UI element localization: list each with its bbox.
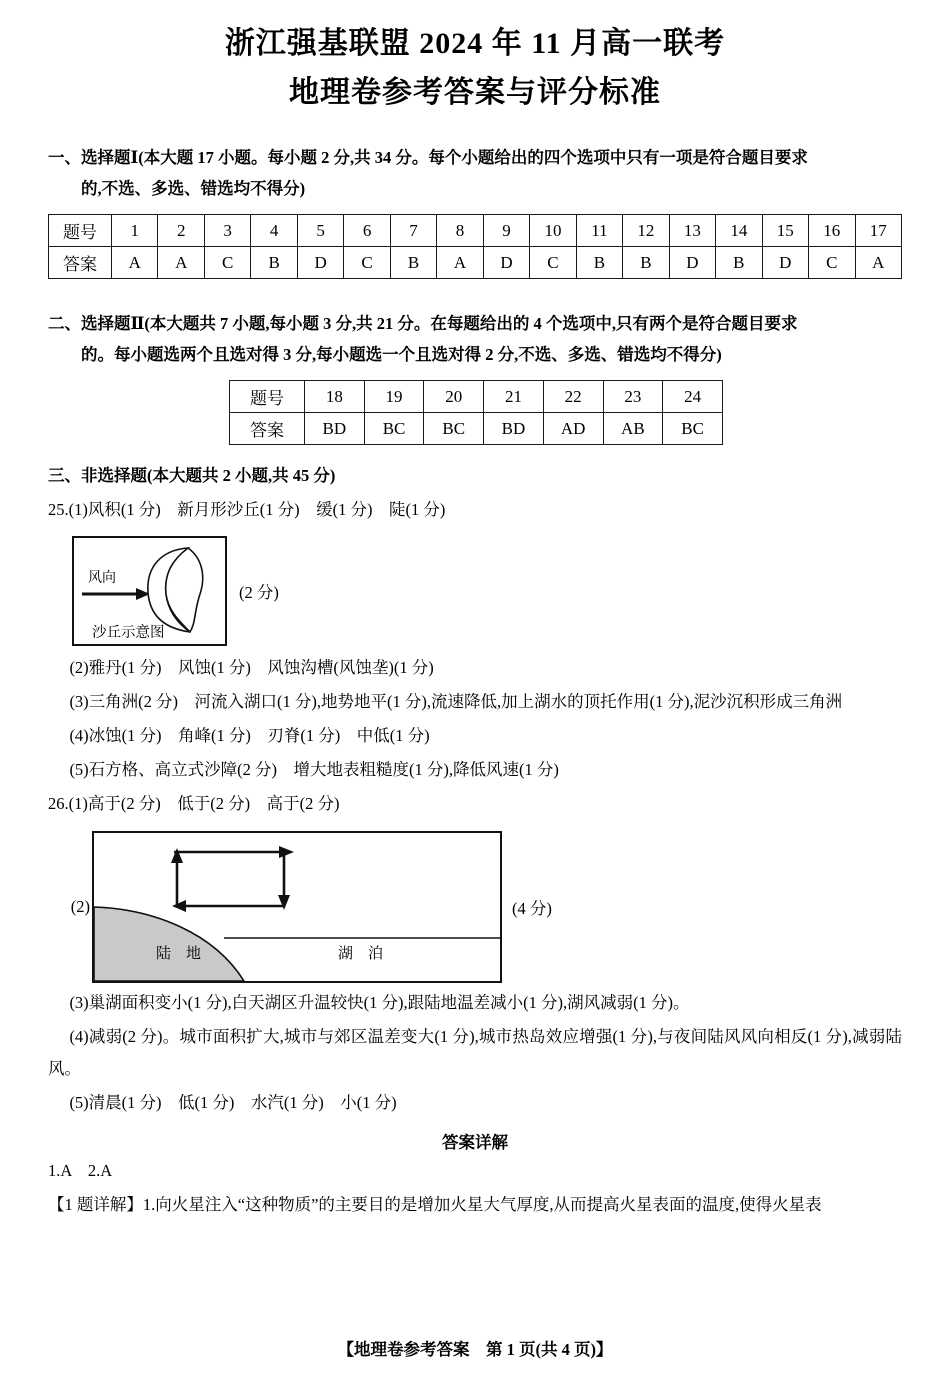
- answer-table-section-2: [229, 380, 723, 445]
- table-cell: 2: [158, 215, 204, 247]
- table-cell: BD: [305, 413, 365, 445]
- table-cell: B: [716, 247, 762, 279]
- q25-part4: (4)冰蚀(1 分) 角峰(1 分) 刃脊(1 分) 中低(1 分): [69, 726, 430, 746]
- row-label-answer: 答案: [49, 247, 112, 279]
- table-cell: C: [530, 247, 576, 279]
- row-label-question: 题号: [49, 215, 112, 247]
- table-cell: 13: [669, 215, 715, 247]
- table-cell: 24: [663, 381, 723, 413]
- section-2-heading-line1: 二、选择题Ⅱ(本大题共 7 小题,每小题 3 分,共 21 分。在每题给出的 4 个选项中,只有两个是符合题目要求: [48, 314, 798, 334]
- table-cell: 10: [530, 215, 576, 247]
- section-2-heading: [48, 309, 902, 370]
- q26-part1: 26.(1)高于(2 分) 低于(2 分) 高于(2 分): [48, 794, 340, 814]
- q26-part3: (3)巢湖面积变小(1 分),白天湖区升温较快(1 分),跟陆地温差减小(1 分),湖风减弱(1 分)。: [69, 992, 690, 1012]
- row-label-answer: 答案: [230, 413, 305, 445]
- q26-part4: (4)减弱(2 分)。城市面积扩大,城市与郊区温差变大(1 分),城市热岛效应增强(1 分),与夜间陆风风向相反(1 分),减弱陆风。: [48, 1026, 902, 1078]
- table-cell: 17: [855, 215, 902, 247]
- dune-diagram: [72, 536, 227, 646]
- table-cell: 15: [762, 215, 808, 247]
- q26-part5: (5)清晨(1 分) 低(1 分) 水汽(1 分) 小(1 分): [69, 1093, 397, 1113]
- page-title-line2: 地理卷参考答案与评分标准: [289, 75, 661, 109]
- lake-label: 湖 泊: [338, 945, 384, 962]
- table-cell: A: [437, 247, 483, 279]
- answer-sheet-page: [0, 24, 950, 1374]
- table-cell: 20: [424, 381, 484, 413]
- table-row-answers: [230, 413, 723, 445]
- lake-figure-score: (4 分): [512, 898, 552, 918]
- table-cell: 6: [344, 215, 390, 247]
- dune-figure-row: [72, 536, 902, 646]
- dune-figure-score: (2 分): [239, 582, 279, 602]
- dune-wind-label: 风向: [88, 570, 116, 586]
- table-row-question-numbers: [49, 215, 902, 247]
- table-cell: AD: [543, 413, 603, 445]
- table-cell: C: [204, 247, 250, 279]
- table-row-answers: [49, 247, 902, 279]
- table-cell: B: [390, 247, 436, 279]
- land-label: 陆 地: [156, 945, 202, 962]
- table-cell: A: [855, 247, 902, 279]
- q26-part2-label: (2): [70, 896, 90, 916]
- table-cell: 8: [437, 215, 483, 247]
- section-1-heading: [48, 143, 902, 204]
- table-cell: A: [112, 247, 158, 279]
- table-cell: C: [344, 247, 390, 279]
- table-cell: 16: [809, 215, 855, 247]
- table-cell: BD: [484, 413, 544, 445]
- table-cell: 22: [543, 381, 603, 413]
- lake-breeze-diagram-svg: [94, 833, 500, 981]
- page-title-line1: 浙江强基联盟 2024 年 11 月高一联考: [224, 27, 726, 60]
- upper-flow-arrow-icon: [279, 846, 294, 858]
- table-cell: 21: [484, 381, 544, 413]
- table-cell: D: [483, 247, 529, 279]
- table-cell: 3: [204, 215, 250, 247]
- q25-part1: 25.(1)风积(1 分) 新月形沙丘(1 分) 缓(1 分) 陡(1 分): [48, 499, 446, 519]
- section-1-heading-line2: 的,不选、多选、错选均不得分): [81, 178, 306, 198]
- table-cell: A: [158, 247, 204, 279]
- explanation-detail-line: 【1 题详解】1.向火星注入“这种物质”的主要目的是增加火星大气厚度,从而提高火星表面的温度,使得火星表: [48, 1195, 822, 1215]
- table-cell: D: [297, 247, 343, 279]
- q25-part3: (3)三角洲(2 分) 河流入湖口(1 分),地势地平(1 分),流速降低,加上湖水的顶托作用(1 分),泥沙沉积形成三角洲: [69, 691, 843, 711]
- table-cell: D: [669, 247, 715, 279]
- section-3-heading: 三、非选择题(本大题共 2 小题,共 45 分): [48, 466, 336, 486]
- table-cell: 23: [603, 381, 663, 413]
- table-cell: B: [251, 247, 297, 279]
- answer-table-section-1: [48, 214, 902, 279]
- lake-breeze-figure-row: [48, 831, 902, 983]
- table-cell: 7: [390, 215, 436, 247]
- table-cell: B: [623, 247, 669, 279]
- table-cell: BC: [663, 413, 723, 445]
- lake-breeze-diagram: [92, 831, 502, 983]
- table-cell: 5: [297, 215, 343, 247]
- table-cell: AB: [603, 413, 663, 445]
- lower-flow-arrow-icon: [172, 900, 186, 912]
- table-cell: 9: [483, 215, 529, 247]
- explanation-answers-line: 1.A 2.A: [48, 1161, 113, 1181]
- dune-caption-label: 沙丘示意图: [92, 624, 165, 641]
- section-2-heading-line2: 的。每小题选两个且选对得 3 分,每小题选一个且选对得 2 分,不选、多选、错选均不得分): [81, 344, 722, 364]
- table-row-question-numbers: [230, 381, 723, 413]
- page-footer: [0, 1336, 950, 1360]
- row-label-question: 题号: [230, 381, 305, 413]
- table-cell: C: [809, 247, 855, 279]
- table-cell: 12: [623, 215, 669, 247]
- table-cell: 1: [112, 215, 158, 247]
- table-cell: B: [576, 247, 622, 279]
- q25-part2: (2)雅丹(1 分) 风蚀(1 分) 风蚀沟槽(风蚀垄)(1 分): [69, 657, 434, 677]
- ascending-flow-arrow-icon: [171, 848, 183, 863]
- footer-text: 【地理卷参考答案 第 1 页(共 4 页)】: [337, 1340, 613, 1359]
- table-cell: 19: [364, 381, 424, 413]
- section-1-heading-line1: 一、选择题Ⅰ(本大题 17 小题。每小题 2 分,共 34 分。每个小题给出的四个选项中只有一项是符合题目要求: [48, 148, 808, 167]
- descending-flow-arrow-icon: [278, 895, 290, 910]
- table-cell: 11: [576, 215, 622, 247]
- table-cell: BC: [424, 413, 484, 445]
- document-body: [48, 143, 902, 1222]
- table-cell: 4: [251, 215, 297, 247]
- table-cell: 18: [305, 381, 365, 413]
- table-cell: BC: [364, 413, 424, 445]
- table-cell: D: [762, 247, 808, 279]
- q25-part5: (5)石方格、高立式沙障(2 分) 增大地表粗糙度(1 分),降低风速(1 分): [69, 760, 559, 780]
- table-cell: 14: [716, 215, 762, 247]
- explanations-heading: 答案详解: [442, 1133, 508, 1153]
